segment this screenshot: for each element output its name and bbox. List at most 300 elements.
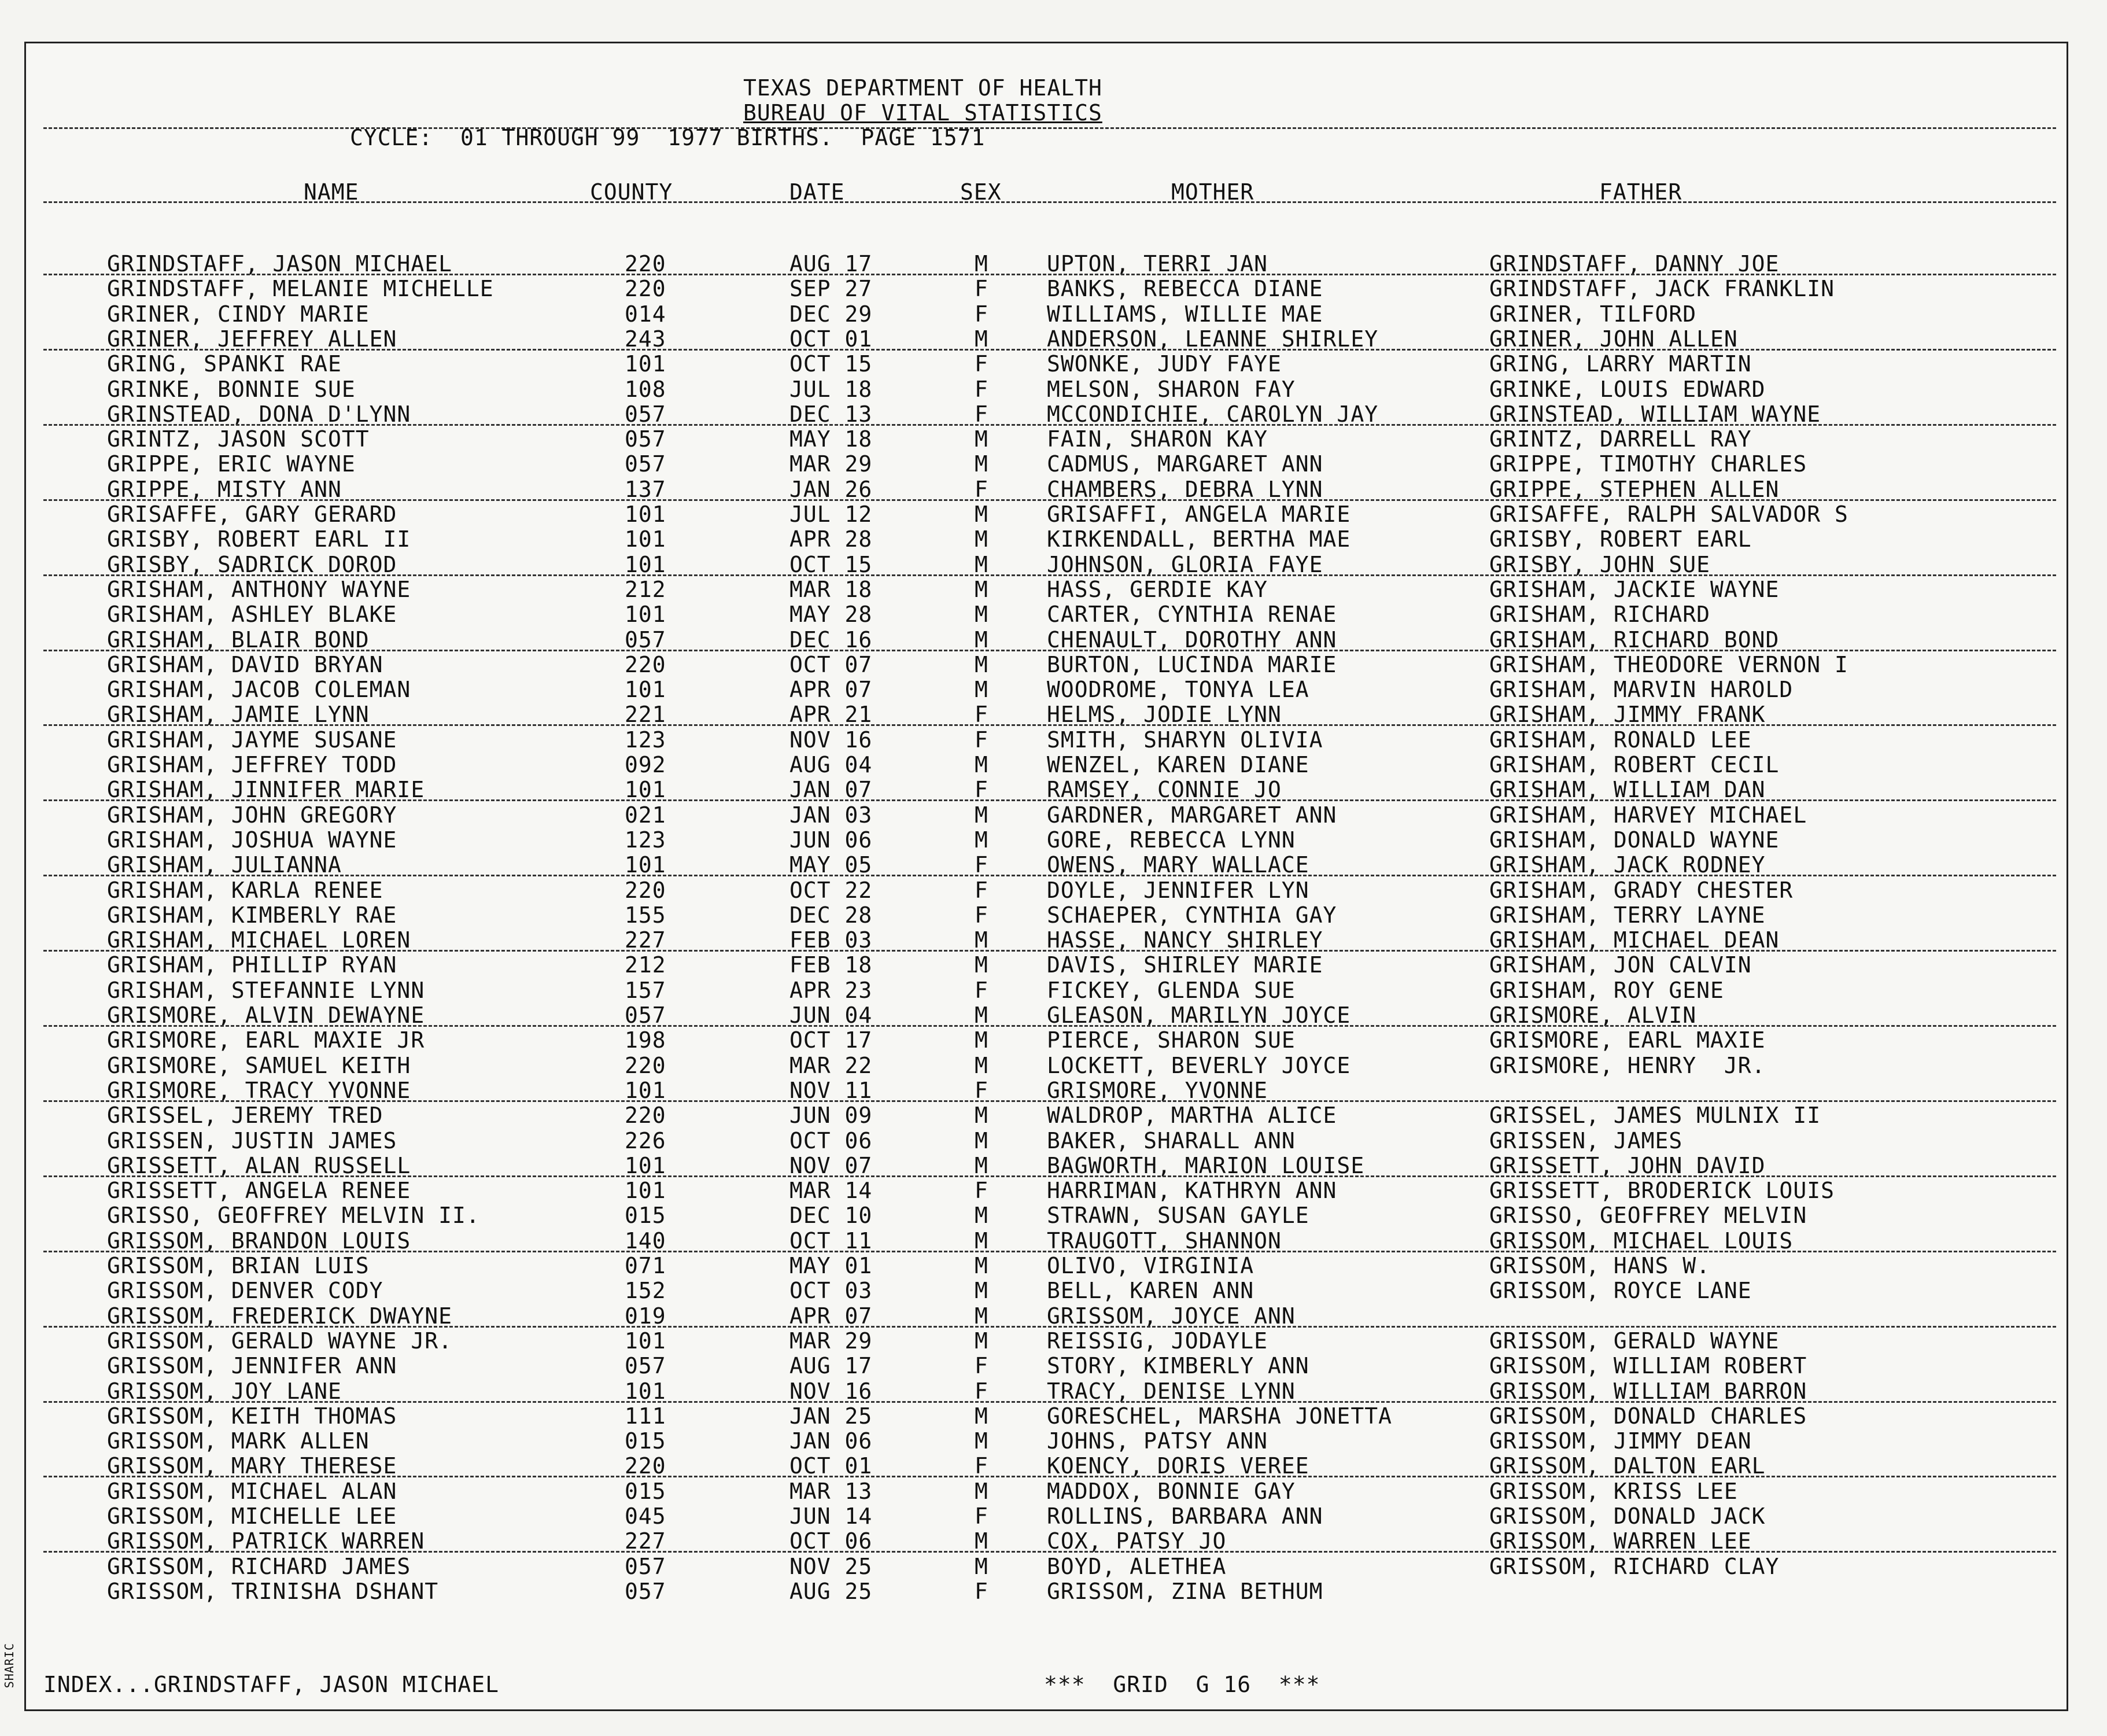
sex-cell: M	[975, 1027, 988, 1053]
name-cell: GRISHAM, JINNIFER MARIE	[107, 777, 425, 803]
date-cell: JUL 18	[789, 376, 873, 402]
county-cell: 212	[625, 576, 666, 602]
date-cell: MAR 14	[789, 1178, 873, 1204]
sex-cell: M	[975, 677, 988, 703]
mother-cell: GLEASON, MARILYN JOYCE	[1047, 1002, 1351, 1028]
table-row	[0, 1379, 2107, 1404]
table-row	[0, 1479, 2107, 1504]
date-cell: JUN 14	[789, 1503, 873, 1529]
name-cell: GRISSOM, BRIAN LUIS	[107, 1253, 370, 1278]
name-cell: GRISHAM, JULIANNA	[107, 852, 342, 878]
county-cell: 101	[625, 502, 666, 527]
name-cell: GRISHAM, JEFFREY TODD	[107, 752, 397, 777]
date-cell: JUL 12	[789, 502, 873, 527]
sex-cell: M	[975, 526, 988, 552]
name-cell: GRISSOM, GERALD WAYNE JR.	[107, 1328, 452, 1354]
date-cell: OCT 15	[789, 351, 873, 377]
mother-cell: GORE, REBECCA LYNN	[1047, 827, 1296, 853]
table-row	[0, 452, 2107, 477]
county-cell: 101	[625, 551, 666, 577]
table-row	[0, 878, 2107, 903]
name-cell: GRISHAM, KARLA RENEE	[107, 877, 383, 903]
row-group-divider	[43, 799, 2056, 801]
name-cell: GRIPPE, MISTY ANN	[107, 476, 342, 502]
county-cell: 057	[625, 1578, 666, 1604]
mother-cell: SMITH, SHARYN OLIVIA	[1047, 727, 1323, 753]
father-cell: GRISHAM, MARVIN HAROLD	[1489, 677, 1794, 703]
name-cell: GRISHAM, KIMBERLY RAE	[107, 902, 397, 928]
name-cell: GRISSOM, MICHAEL ALAN	[107, 1478, 397, 1504]
sex-cell: F	[975, 301, 988, 327]
row-group-divider	[43, 1476, 2056, 1477]
mother-cell: FICKEY, GLENDA SUE	[1047, 977, 1296, 1003]
mother-cell: CADMUS, MARGARET ANN	[1047, 451, 1323, 477]
mother-cell: REISSIG, JODAYLE	[1047, 1328, 1268, 1354]
date-cell: APR 21	[789, 702, 873, 728]
name-cell: GRISSEL, JEREMY TRED	[107, 1103, 383, 1129]
father-cell: GRISBY, JOHN SUE	[1489, 551, 1711, 577]
name-cell: GRISMORE, TRACY YVONNE	[107, 1077, 411, 1103]
sex-cell: M	[975, 1528, 988, 1554]
mother-cell: DOYLE, JENNIFER LYN	[1047, 877, 1309, 903]
name-cell: GRINER, CINDY MARIE	[107, 301, 370, 327]
county-cell: 101	[625, 1378, 666, 1404]
table-row	[0, 1529, 2107, 1554]
father-cell: GRINDSTAFF, JACK FRANKLIN	[1489, 276, 1835, 302]
table-row	[0, 1129, 2107, 1153]
mother-cell: CHAMBERS, DEBRA LYNN	[1047, 476, 1323, 502]
father-cell: GRIPPE, STEPHEN ALLEN	[1489, 476, 1780, 502]
county-cell: 015	[625, 1478, 666, 1504]
table-row	[0, 277, 2107, 301]
row-group-divider	[43, 1251, 2056, 1252]
date-cell: JUN 06	[789, 827, 873, 853]
mother-cell: WILLIAMS, WILLIE MAE	[1047, 301, 1323, 327]
name-cell: GRISSETT, ANGELA RENEE	[107, 1178, 411, 1204]
county-cell: 137	[625, 476, 666, 502]
sex-cell: F	[975, 1353, 988, 1379]
father-cell: GRISSO, GEOFFREY MELVIN	[1489, 1203, 1807, 1229]
name-cell: GRISMORE, ALVIN DEWAYNE	[107, 1002, 425, 1028]
table-row	[0, 828, 2107, 853]
sex-cell: M	[975, 802, 988, 828]
mother-cell: HARRIMAN, KATHRYN ANN	[1047, 1178, 1337, 1204]
mother-cell: DAVIS, SHIRLEY MARIE	[1047, 952, 1323, 978]
county-cell: 123	[625, 827, 666, 853]
row-group-divider	[43, 274, 2056, 275]
county-cell: 057	[625, 626, 666, 653]
name-cell: GRISHAM, JAYME SUSANE	[107, 727, 397, 753]
table-row	[0, 477, 2107, 502]
mother-cell: TRACY, DENISE LYNN	[1047, 1378, 1296, 1404]
father-cell: GRISSOM, HANS W.	[1489, 1253, 1711, 1278]
mother-cell: ROLLINS, BARBARA ANN	[1047, 1503, 1323, 1529]
bureau-title: BUREAU OF VITAL STATISTICS	[743, 100, 1102, 126]
mother-cell: GRISSOM, JOYCE ANN	[1047, 1303, 1296, 1329]
name-cell: GRISHAM, DAVID BRYAN	[107, 651, 383, 677]
date-cell: DEC 16	[789, 626, 873, 653]
row-group-divider	[43, 1326, 2056, 1328]
date-cell: JAN 06	[789, 1428, 873, 1454]
name-cell: GRINKE, BONNIE SUE	[107, 376, 356, 402]
mother-cell: SCHAEPER, CYNTHIA GAY	[1047, 902, 1337, 928]
date-cell: MAR 18	[789, 576, 873, 602]
sex-cell: M	[975, 1403, 988, 1429]
county-cell: 101	[625, 1077, 666, 1103]
date-cell: AUG 04	[789, 752, 873, 777]
column-header-name: NAME	[304, 179, 359, 205]
name-cell: GRISHAM, ASHLEY BLAKE	[107, 602, 397, 628]
date-cell: MAR 29	[789, 1328, 873, 1354]
sex-cell: M	[975, 451, 988, 477]
date-cell: MAY 05	[789, 852, 873, 878]
table-row	[0, 1153, 2107, 1178]
father-cell: GRISSOM, KRISS LEE	[1489, 1478, 1738, 1504]
county-cell: 019	[625, 1303, 666, 1329]
row-group-divider	[43, 1175, 2056, 1177]
mother-cell: WALDROP, MARTHA ALICE	[1047, 1103, 1337, 1129]
table-row	[0, 978, 2107, 1003]
county-cell: 101	[625, 1152, 666, 1178]
date-cell: OCT 07	[789, 651, 873, 677]
county-cell: 057	[625, 451, 666, 477]
table-row	[0, 402, 2107, 427]
name-cell: GRISHAM, BLAIR BOND	[107, 626, 370, 653]
father-cell: GRISHAM, HARVEY MICHAEL	[1489, 802, 1807, 828]
county-cell: 057	[625, 1002, 666, 1028]
county-cell: 101	[625, 1178, 666, 1204]
county-cell: 101	[625, 351, 666, 377]
date-cell: OCT 06	[789, 1127, 873, 1153]
sex-cell: F	[975, 702, 988, 728]
table-row	[0, 1504, 2107, 1529]
sex-cell: F	[975, 902, 988, 928]
sex-cell: M	[975, 551, 988, 577]
row-group-divider	[43, 349, 2056, 351]
sex-cell: M	[975, 1553, 988, 1579]
mother-cell: GORESCHEL, MARSHA JONETTA	[1047, 1403, 1392, 1429]
table-row	[0, 753, 2107, 777]
sex-cell: M	[975, 502, 988, 527]
sex-cell: M	[975, 952, 988, 978]
sex-cell: F	[975, 1503, 988, 1529]
sex-cell: M	[975, 426, 988, 452]
father-cell: GRISSEL, JAMES MULNIX II	[1489, 1103, 1821, 1129]
date-cell: DEC 13	[789, 401, 873, 427]
father-cell: GRISHAM, GRADY CHESTER	[1489, 877, 1794, 903]
date-cell: NOV 11	[789, 1077, 873, 1103]
father-cell: GRISHAM, RICHARD BOND	[1489, 626, 1780, 653]
table-row	[0, 928, 2107, 953]
county-cell: 155	[625, 902, 666, 928]
sex-cell: M	[975, 1303, 988, 1329]
date-cell: MAY 28	[789, 602, 873, 628]
sex-cell: M	[975, 1253, 988, 1278]
mother-cell: MCCONDICHIE, CAROLYN JAY	[1047, 401, 1379, 427]
father-cell: GRISMORE, HENRY JR.	[1489, 1052, 1766, 1078]
column-header-father: FATHER	[1599, 179, 1682, 205]
mother-cell: STORY, KIMBERLY ANN	[1047, 1353, 1309, 1379]
mother-cell: CARTER, CYNTHIA RENAE	[1047, 602, 1337, 628]
sex-cell: F	[975, 1378, 988, 1404]
date-cell: JAN 26	[789, 476, 873, 502]
sex-cell: M	[975, 1478, 988, 1504]
date-cell: AUG 25	[789, 1578, 873, 1604]
mother-cell: BOYD, ALETHEA	[1047, 1553, 1227, 1579]
date-cell: APR 23	[789, 977, 873, 1003]
name-cell: GRISSOM, MARK ALLEN	[107, 1428, 370, 1454]
table-row	[0, 502, 2107, 527]
mother-cell: GRISMORE, YVONNE	[1047, 1077, 1268, 1103]
table-row	[0, 803, 2107, 828]
father-cell: GRISHAM, RONALD LEE	[1489, 727, 1752, 753]
county-cell: 092	[625, 752, 666, 777]
mother-cell: JOHNSON, GLORIA FAYE	[1047, 551, 1323, 577]
father-cell: GRISBY, ROBERT EARL	[1489, 526, 1752, 552]
margin-label: SHARIC	[2, 1643, 16, 1689]
date-cell: OCT 03	[789, 1278, 873, 1304]
table-row	[0, 1454, 2107, 1479]
cycle-line: CYCLE: 01 THROUGH 99 1977 BIRTHS. PAGE 1571	[350, 125, 986, 150]
date-cell: APR 07	[789, 1303, 873, 1329]
county-cell: 220	[625, 877, 666, 903]
table-row	[0, 1429, 2107, 1454]
county-cell: 015	[625, 1428, 666, 1454]
table-row	[0, 1304, 2107, 1329]
county-cell: 057	[625, 426, 666, 452]
row-group-divider	[43, 1401, 2056, 1403]
row-group-divider	[43, 724, 2056, 726]
father-cell: GRISMORE, EARL MAXIE	[1489, 1027, 1766, 1053]
name-cell: GRISMORE, EARL MAXIE JR	[107, 1027, 425, 1053]
name-cell: GRISSOM, PATRICK WARREN	[107, 1528, 425, 1554]
father-cell: GRINER, JOHN ALLEN	[1489, 326, 1738, 352]
column-header-county: COUNTY	[590, 179, 673, 205]
mother-cell: GARDNER, MARGARET ANN	[1047, 802, 1337, 828]
index-footer: INDEX...GRINDSTAFF, JASON MICHAEL	[43, 1672, 499, 1697]
mother-cell: ANDERSON, LEANNE SHIRLEY	[1047, 326, 1379, 352]
sex-cell: M	[975, 1052, 988, 1078]
name-cell: GRINER, JEFFREY ALLEN	[107, 326, 397, 352]
mother-cell: MADDOX, BONNIE GAY	[1047, 1478, 1296, 1504]
name-cell: GRISSOM, RICHARD JAMES	[107, 1553, 411, 1579]
mother-cell: JOHNS, PATSY ANN	[1047, 1428, 1268, 1454]
name-cell: GRISAFFE, GARY GERARD	[107, 502, 397, 527]
county-cell: 101	[625, 602, 666, 628]
date-cell: APR 28	[789, 526, 873, 552]
sex-cell: M	[975, 251, 988, 277]
sex-cell: M	[975, 1002, 988, 1028]
county-cell: 212	[625, 952, 666, 978]
father-cell: GRISSOM, GERALD WAYNE	[1489, 1328, 1780, 1354]
mother-cell: BANKS, REBECCA DIANE	[1047, 276, 1323, 302]
date-cell: AUG 17	[789, 1353, 873, 1379]
county-cell: 221	[625, 702, 666, 728]
county-cell: 227	[625, 1528, 666, 1554]
name-cell: GRISHAM, JACOB COLEMAN	[107, 677, 411, 703]
table-row	[0, 653, 2107, 677]
father-cell: GRISHAM, JACK RODNEY	[1489, 852, 1766, 878]
county-cell: 015	[625, 1203, 666, 1229]
row-group-divider	[43, 574, 2056, 576]
father-cell: GRISHAM, TERRY LAYNE	[1489, 902, 1766, 928]
county-cell: 226	[625, 1127, 666, 1153]
name-cell: GRING, SPANKI RAE	[107, 351, 342, 377]
table-row	[0, 628, 2107, 653]
name-cell: GRISBY, ROBERT EARL II	[107, 526, 411, 552]
mother-cell: COX, PATSY JO	[1047, 1528, 1227, 1554]
name-cell: GRISHAM, PHILLIP RYAN	[107, 952, 397, 978]
county-cell: 101	[625, 777, 666, 803]
county-cell: 140	[625, 1228, 666, 1254]
date-cell: OCT 22	[789, 877, 873, 903]
column-header-date: DATE	[789, 179, 845, 205]
father-cell: GRISHAM, JIMMY FRANK	[1489, 702, 1766, 728]
row-group-divider	[43, 950, 2056, 952]
father-cell: GRISHAM, JON CALVIN	[1489, 952, 1752, 978]
name-cell: GRISSOM, BRANDON LOUIS	[107, 1228, 411, 1254]
county-cell: 227	[625, 927, 666, 953]
father-cell: GRISSOM, RICHARD CLAY	[1489, 1553, 1780, 1579]
county-cell: 220	[625, 651, 666, 677]
mother-cell: GRISAFFI, ANGELA MARIE	[1047, 502, 1351, 527]
table-row	[0, 1078, 2107, 1103]
father-cell: GRISSOM, WILLIAM ROBERT	[1489, 1353, 1807, 1379]
date-cell: JUN 09	[789, 1103, 873, 1129]
sex-cell: F	[975, 376, 988, 402]
mother-cell: KIRKENDALL, BERTHA MAE	[1047, 526, 1351, 552]
father-cell: GRISHAM, THEODORE VERNON I	[1489, 651, 1848, 677]
name-cell: GRISSOM, JOY LANE	[107, 1378, 342, 1404]
date-cell: FEB 03	[789, 927, 873, 953]
mother-cell: BURTON, LUCINDA MARIE	[1047, 651, 1337, 677]
name-cell: GRISSOM, JENNIFER ANN	[107, 1353, 397, 1379]
father-cell: GRISSOM, WARREN LEE	[1489, 1528, 1752, 1554]
name-cell: GRISSOM, KEITH THOMAS	[107, 1403, 397, 1429]
date-cell: JAN 03	[789, 802, 873, 828]
county-cell: 220	[625, 251, 666, 277]
county-cell: 057	[625, 1553, 666, 1579]
county-cell: 220	[625, 1052, 666, 1078]
date-cell: MAR 13	[789, 1478, 873, 1504]
sex-cell: F	[975, 476, 988, 502]
table-row	[0, 1278, 2107, 1303]
table-row	[0, 853, 2107, 878]
name-cell: GRINSTEAD, DONA D'LYNN	[107, 401, 411, 427]
row-group-divider	[43, 499, 2056, 501]
father-cell: GRINKE, LOUIS EDWARD	[1489, 376, 1766, 402]
table-row	[0, 527, 2107, 552]
county-cell: 157	[625, 977, 666, 1003]
date-cell: APR 07	[789, 677, 873, 703]
date-cell: OCT 01	[789, 1453, 873, 1479]
table-row	[0, 302, 2107, 327]
father-cell: GRISSOM, DALTON EARL	[1489, 1453, 1766, 1479]
mother-cell: BAKER, SHARALL ANN	[1047, 1127, 1296, 1153]
header-divider-top	[43, 127, 2056, 129]
date-cell: AUG 17	[789, 251, 873, 277]
date-cell: MAY 18	[789, 426, 873, 452]
mother-cell: OWENS, MARY WALLACE	[1047, 852, 1309, 878]
father-cell: GRISSEN, JAMES	[1489, 1127, 1683, 1153]
father-cell: GRISSOM, ROYCE LANE	[1489, 1278, 1752, 1304]
county-cell: 243	[625, 326, 666, 352]
county-cell: 057	[625, 401, 666, 427]
mother-cell: BELL, KAREN ANN	[1047, 1278, 1254, 1304]
name-cell: GRISSOM, MICHELLE LEE	[107, 1503, 397, 1529]
table-row	[0, 1003, 2107, 1028]
sex-cell: M	[975, 1278, 988, 1304]
county-cell: 220	[625, 1453, 666, 1479]
county-cell: 071	[625, 1253, 666, 1278]
table-row	[0, 1404, 2107, 1429]
father-cell: GRISHAM, MICHAEL DEAN	[1489, 927, 1780, 953]
father-cell: GRISSETT, BRODERICK LOUIS	[1489, 1178, 1835, 1204]
table-row	[0, 1103, 2107, 1128]
mother-cell: PIERCE, SHARON SUE	[1047, 1027, 1296, 1053]
name-cell: GRISHAM, JOHN GREGORY	[107, 802, 397, 828]
row-group-divider	[43, 875, 2056, 876]
father-cell: GRISHAM, ROY GENE	[1489, 977, 1724, 1003]
father-cell: GRING, LARRY MARTIN	[1489, 351, 1752, 377]
date-cell: OCT 11	[789, 1228, 873, 1254]
mother-cell: STRAWN, SUSAN GAYLE	[1047, 1203, 1309, 1229]
sex-cell: F	[975, 977, 988, 1003]
mother-cell: UPTON, TERRI JAN	[1047, 251, 1268, 277]
sex-cell: F	[975, 727, 988, 753]
table-row	[0, 377, 2107, 402]
date-cell: MAY 01	[789, 1253, 873, 1278]
county-cell: 111	[625, 1403, 666, 1429]
father-cell: GRISSOM, DONALD JACK	[1489, 1503, 1766, 1529]
table-row	[0, 352, 2107, 377]
mother-cell: BAGWORTH, MARION LOUISE	[1047, 1152, 1365, 1178]
name-cell: GRINTZ, JASON SCOTT	[107, 426, 370, 452]
date-cell: NOV 16	[789, 727, 873, 753]
table-row	[0, 252, 2107, 277]
date-cell: JAN 25	[789, 1403, 873, 1429]
name-cell: GRISSO, GEOFFREY MELVIN II.	[107, 1203, 480, 1229]
mother-cell: KOENCY, DORIS VEREE	[1047, 1453, 1309, 1479]
father-cell: GRISAFFE, RALPH SALVADOR S	[1489, 502, 1848, 527]
date-cell: OCT 01	[789, 326, 873, 352]
mother-cell: WOODROME, TONYA LEA	[1047, 677, 1309, 703]
sex-cell: M	[975, 651, 988, 677]
table-row	[0, 1178, 2107, 1203]
name-cell: GRISSOM, MARY THERESE	[107, 1453, 397, 1479]
father-cell: GRISHAM, RICHARD	[1489, 602, 1711, 628]
county-cell: 123	[625, 727, 666, 753]
mother-cell: HELMS, JODIE LYNN	[1047, 702, 1282, 728]
sex-cell: F	[975, 852, 988, 878]
father-cell: GRINSTEAD, WILLIAM WAYNE	[1489, 401, 1821, 427]
father-cell: GRISSOM, MICHAEL LOUIS	[1489, 1228, 1794, 1254]
date-cell: JAN 07	[789, 777, 873, 803]
table-row	[0, 1203, 2107, 1228]
sex-cell: F	[975, 1178, 988, 1204]
sex-cell: M	[975, 1103, 988, 1129]
row-group-divider	[43, 424, 2056, 426]
column-header-mother: MOTHER	[1171, 179, 1254, 205]
father-cell: GRINTZ, DARRELL RAY	[1489, 426, 1752, 452]
table-row	[0, 1329, 2107, 1354]
name-cell: GRISSOM, TRINISHA DSHANT	[107, 1578, 439, 1604]
date-cell: SEP 27	[789, 276, 873, 302]
table-row	[0, 953, 2107, 978]
department-title: TEXAS DEPARTMENT OF HEALTH	[743, 75, 1102, 101]
sex-cell: F	[975, 777, 988, 803]
name-cell: GRISSOM, FREDERICK DWAYNE	[107, 1303, 452, 1329]
